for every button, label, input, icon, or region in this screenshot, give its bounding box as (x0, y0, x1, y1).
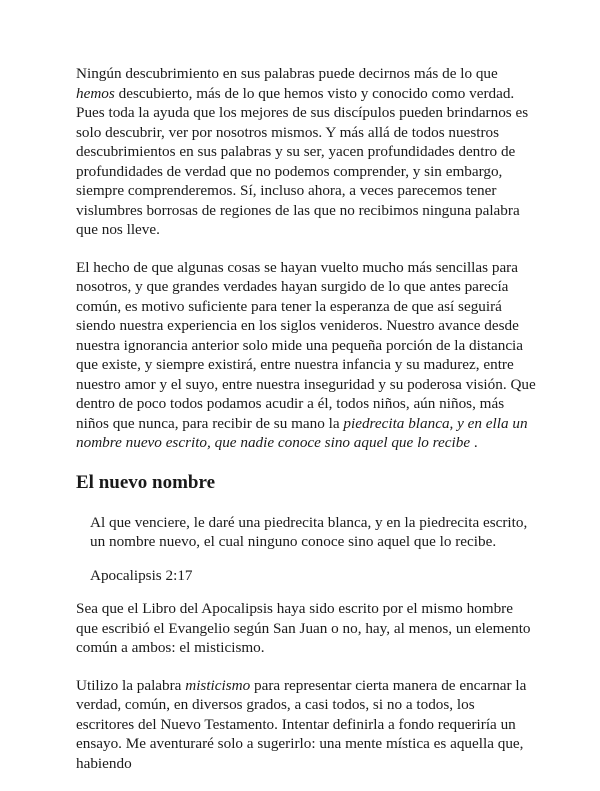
paragraph-2-text-b: . (470, 434, 478, 451)
paragraph-1-text-a: Ningún descubrimiento en sus palabras puede decirnos más de lo que (76, 65, 498, 82)
section-heading: El nuevo nombre (76, 471, 216, 493)
epigraph-quote: Al que venciere, le daré una piedrecita blanca, y en la piedrecita escrito, un nombre nuevo, el cual ninguno conoce sino aquel que lo recibe. (90, 513, 528, 550)
paragraph-2-emphasis: piedrecita blanca, y en ella un nombre nuevo escrito, que nadie conoce sino aquel que lo recibe (76, 414, 528, 451)
epigraph-citation: Apocalipsis 2:17 (90, 566, 193, 584)
paragraph-4-text-b: para representar cierta manera de encarnar la verdad, común, en diversos grados, a casi todos, si no a todos, los escritores del Nuevo Testamento. Intentar definirla a fondo requeriría un ensayo. Me aventuraré solo a sugerirlo: una mente mística es aquella que, habiendo (76, 676, 527, 772)
document-page (76, 64, 536, 791)
body-paragraph-2 (76, 258, 536, 453)
body-paragraph-3: Sea que el Libro del Apocalipsis haya sido escrito por el mismo hombre que escribió el Evangelio según San Juan o no, hay, al menos, un elemento común a ambos: el misticismo. (76, 600, 531, 656)
paragraph-1-text-b: descubierto, más de lo que hemos visto y conocido como verdad. Pues toda la ayuda que los mejores de sus discípulos pueden brindarnos es solo descubrir, ver por nosotros mismos. Y más allá de todos nuestros descubrimientos en sus palabras y su ser, yacen profundidades dentro de profundidades de verdad que no podemos comprender, y sin embargo, siempre comprenderemos. Sí, incluso ahora, a veces parecemos tener vislumbres borrosas de regiones de las que no recibimos ninguna palabra que nos lleve. (76, 84, 529, 238)
paragraph-1-emphasis: hemos (76, 84, 115, 102)
paragraph-4-text-a: Utilizo la palabra (76, 676, 186, 694)
paragraph-4-emphasis: misticismo (185, 676, 251, 694)
paragraph-2-text-a: El hecho de que algunas cosas se hayan vuelto mucho más sencillas para nosotros, y que grandes verdades hayan surgido de lo que antes parecía común, es motivo suficiente para tener la esperanza de que así seguirá siendo nuestra experiencia en los siglos venideros. Nuestro avance desde nuestra ignorancia anterior solo mide una pequeña porción de la distancia que existe, y siempre existirá, entre nuestra infancia y su madurez, entre nuestro amor y el suyo, entre nuestra inseguridad y su poderosa visión. Que dentro de poco todos podamos acudir a él, todos niños, aún niños, más niños que nunca, para recibir de su mano la (76, 258, 536, 432)
body-paragraph-1 (76, 64, 536, 240)
body-paragraph-4 (76, 676, 536, 774)
